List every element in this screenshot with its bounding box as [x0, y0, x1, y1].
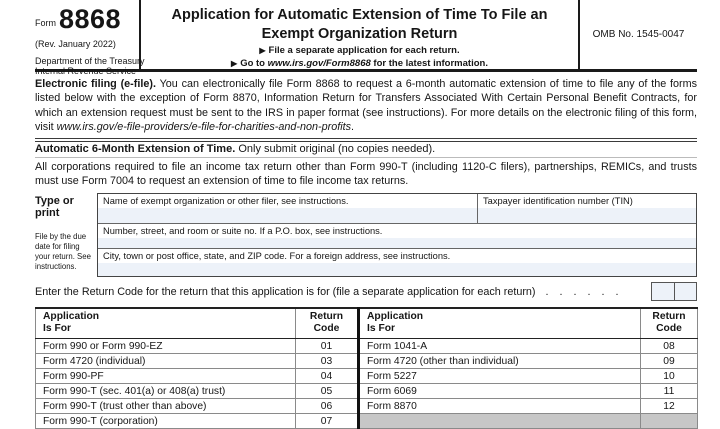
application-is-for-header-right: Application Is For	[359, 308, 641, 339]
table-row: Form 990-T (sec. 401(a) or 408(a) trust) 05 Form 6069 11	[36, 384, 698, 399]
bullet-go-to-url: ▶ Go to www.irs.gov/Form8868 for the latest information.	[149, 57, 570, 71]
city-field-cell	[98, 249, 696, 276]
omb-number: OMB No. 1545-0047	[580, 0, 697, 69]
table-row: Form 990-PF 04 Form 5227 10	[36, 369, 698, 384]
return-code-box-2[interactable]	[674, 283, 696, 300]
type-or-print-label: Type or print File by the due date for filing your return. See instructions.	[35, 193, 97, 277]
return-code-header-left: Return Code	[296, 308, 359, 339]
street-input[interactable]	[98, 238, 696, 248]
table-row: Form 990-T (corporation) 07	[36, 414, 698, 429]
title-block	[141, 0, 580, 69]
header-instructions	[149, 44, 570, 72]
table-header-row	[36, 308, 698, 339]
type-or-print-block	[35, 193, 697, 277]
application-is-for-header-left: Application Is For	[36, 308, 296, 339]
right-pointer-icon: ▶	[231, 59, 237, 68]
form8868-url: www.irs.gov/Form8868	[268, 58, 371, 69]
return-code-line	[35, 277, 697, 307]
city-input[interactable]	[98, 263, 696, 276]
efile-paragraph: Electronic filing (e-file). You can electronically file Form 8868 to request a 6-month automatic extension of time to file any of the forms listed below with the exception of Form 8870, Information Return for Transfers Associated With Certain Personal Benefit Contracts, for which an extension request must be sent to the IRS in paper format (see instructions). For more details on the electronic filing of this form, visit www.irs.gov/e-file-providers/e-file-for-charities-and-non-profits.	[35, 72, 697, 138]
name-input[interactable]	[98, 208, 477, 223]
street-field-cell	[98, 224, 696, 248]
agency-line-2: Internal Revenue Service	[35, 66, 139, 77]
city-field-label: City, town or post office, state, and ZIP code. For a foreign address, see instructions.	[98, 249, 696, 263]
shaded-empty-cell	[641, 414, 698, 429]
table-row: Form 4720 (individual) 03 Form 4720 (other than individual) 09	[36, 354, 698, 369]
return-codes-table	[35, 307, 698, 429]
section-heading: Automatic 6-Month Extension of Time. Only submit original (no copies needed).	[35, 142, 697, 158]
efile-lead: Electronic filing (e-file).	[35, 78, 156, 90]
form-id-block	[35, 0, 141, 69]
return-code-box-1[interactable]	[652, 283, 674, 300]
tin-input[interactable]	[478, 208, 696, 223]
form-number: 8868	[59, 9, 121, 31]
return-code-entry	[651, 282, 697, 301]
form-header	[35, 0, 697, 72]
table-row: Form 990-T (trust other than above) 06 Form 8870 12	[36, 399, 698, 414]
table-row: Form 990 or Form 990-EZ 01 Form 1041-A 08	[36, 339, 698, 354]
efile-url: www.irs.gov/e-file-providers/e-file-for-charities-and-non-profits	[57, 121, 351, 133]
revision-date: (Rev. January 2022)	[35, 39, 139, 49]
shaded-empty-cell	[359, 414, 641, 429]
agency-line-1: Department of the Treasury	[35, 56, 139, 67]
return-code-prompt: Enter the Return Code for the return that this application is for (file a separate application for each return)	[35, 286, 536, 298]
bullet-separate-application: ▶ File a separate application for each return.	[149, 44, 570, 58]
title-line-1: Application for Automatic Extension of Time To File an	[149, 6, 570, 25]
page-title	[149, 6, 570, 44]
name-field-cell	[98, 194, 477, 223]
name-field-label: Name of exempt organization or other filer, see instructions.	[98, 194, 477, 208]
dot-leader: . . . . . .	[546, 286, 623, 298]
tin-field-label: Taxpayer identification number (TIN)	[478, 194, 696, 208]
form-word: Form	[35, 18, 56, 31]
filer-info-fields	[97, 193, 697, 277]
title-line-2: Exempt Organization Return	[149, 25, 570, 44]
tin-field-cell	[477, 194, 696, 223]
street-field-label: Number, street, and room or suite no. If a P.O. box, see instructions.	[98, 224, 696, 238]
return-code-header-right: Return Code	[641, 308, 698, 339]
agency-lines	[35, 56, 139, 78]
section-paragraph: All corporations required to file an income tax return other than Form 990-T (including 1120-C filers), partnerships, REMICs, and trusts must use Form 7004 to request an extension of time to file income tax returns.	[35, 158, 697, 192]
file-by-due-date-note: File by the due date for filing your return. See instructions.	[35, 232, 93, 273]
right-pointer-icon: ▶	[259, 46, 265, 55]
